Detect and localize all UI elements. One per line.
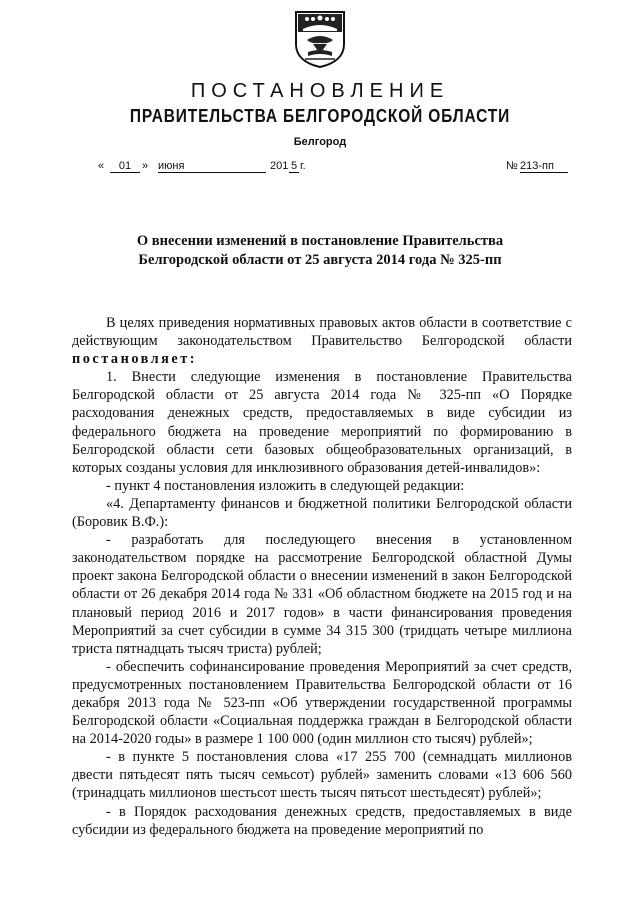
heading-line-1: О внесении изменений в постановление Правительства	[136, 233, 504, 249]
preamble-text: В целях приведения нормативных правовых актов области в соответствие с действующим законодательством Правительство Белгородской области	[72, 315, 572, 350]
paragraph-preamble	[72, 314, 572, 368]
dateline	[88, 160, 568, 178]
document-heading	[60, 232, 580, 270]
paragraph-item-4-intro: - пункт 4 постановления изложить в следующей редакции:	[106, 477, 465, 494]
paragraph-item-4: «4. Департаменту финансов и бюджетной политики Белгородской области (Боровик В.Ф.):	[72, 495, 572, 531]
date-year-suffix: г.	[300, 160, 306, 172]
paragraph-item-1: 1. Внести следующие изменения в постановление Правительства Белгородской области от 25 августа 2014 года № 325-пп «О Порядке расходования денежных средств, предоставляемых в виде субсидии из федерального бюджета на проведение мероприятий по формированию в Белгородской области сети базовых общеобразовательных организаций, в которых созданы условия для инклюзивного образования детей-инвалидов»:	[72, 369, 572, 476]
paragraph-cofinancing: - обеспечить софинансирование проведения Мероприятий за счет средств, предусмотренных постановлением Правительства Белгородской области от 16 декабря 2013 года № 523-пп «Об утверждении государственной программы Белгородской области «Социальная поддержка граждан в Белгородской области на 2014-2020 годы» в размере 1 100 000 (один миллион сто тысяч) рублей»;	[72, 658, 572, 748]
coat-of-arms-icon	[293, 10, 347, 68]
date-open-quote: «	[98, 160, 105, 172]
document-type-title: ПОСТАНОВЛЕНИЕ	[190, 80, 450, 102]
decree-word: постановляет:	[72, 351, 198, 368]
heading-line-2: Белгородской области от 25 августа 2014 года № 325-пп	[138, 252, 502, 268]
paragraph-procedure: - в Порядок расходования денежных средств, предоставляемых в виде субсидии из федерального бюджета на проведение мероприятий по	[72, 803, 572, 838]
paragraph-item-5: - в пункте 5 постановления слова «17 255 700 (семнадцать миллионов двести пятьдесят пять тысяч семьсот) рублей» заменить словами «13 606 560 (тринадцать миллионов шестьсот шесть тысяч пятьсот шестьдесят) рублей»;	[72, 749, 572, 802]
date-month: июня	[158, 160, 266, 173]
document-number: 213-пп	[520, 160, 568, 173]
date-close-quote: »	[142, 160, 149, 172]
date-day: 01	[110, 160, 140, 173]
document-body	[72, 314, 572, 839]
city-name: Белгород	[293, 136, 347, 148]
document-number-label: №	[506, 160, 518, 172]
paragraph-develop-law: - разработать для последующего внесения в установленном законодательством порядке на рассмотрение Белгородской областной Думы проект закона Белгородской области о внесении изменений в закон Белгородской области от 26 декабря 2014 года № 331 «Об областном бюджете на 2015 год и на плановый период 2016 и 2017 годов» в части финансирования проведения Мероприятий за счет субсидии в сумме 34 315 300 (тридцать четыре миллиона триста пятнадцать тысяч триста) рублей;	[72, 532, 572, 657]
date-year-prefix: 201	[270, 160, 289, 172]
issuer-title: ПРАВИТЕЛЬСТВА БЕЛГОРОДСКОЙ ОБЛАСТИ	[129, 106, 511, 126]
date-year-digit: 5	[290, 160, 298, 172]
